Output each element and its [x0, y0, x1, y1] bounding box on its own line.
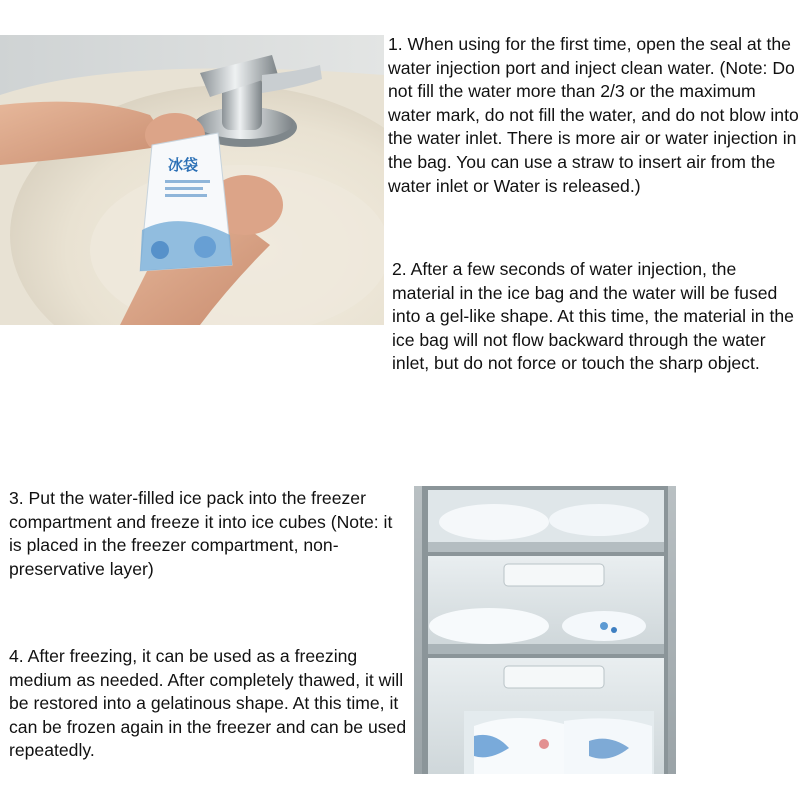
step-2-instructions: 2. After a few seconds of water injection, the material in the ice bag and the water will be fused into a gel-like shape. At this time, the material in the ice bag will not flow backward through the water inlet, but do not force or touch the sharp object.: [392, 259, 794, 374]
step-1-instructions: 1. When using for the first time, open the seal at the water injection port and inject clean water. (Note: Do not fill the water more than 2/3 or the maximum water mark, do not fill the water, and do not blow into the water inlet. There is more air or water injection in the bag. You can use a straw to insert air from the water inlet or Water is released.): [388, 34, 799, 196]
step-3-instructions: 3. Put the water-filled ice pack into the freezer compartment and freeze it into ice cubes (Note: it is placed in the freezer compartment, non-preservative layer): [9, 488, 393, 579]
step-4-instructions: 4. After freezing, it can be used as a freezing medium as needed. After completely thawed, it will be restored into a gelatinous shape. At this time, it can be frozen again in the freezer and can be used repeatedly.: [9, 646, 407, 761]
sink-filling-photo: [0, 35, 384, 325]
freezer-photo: [414, 486, 676, 774]
bag-label: 冰袋: [168, 156, 199, 174]
